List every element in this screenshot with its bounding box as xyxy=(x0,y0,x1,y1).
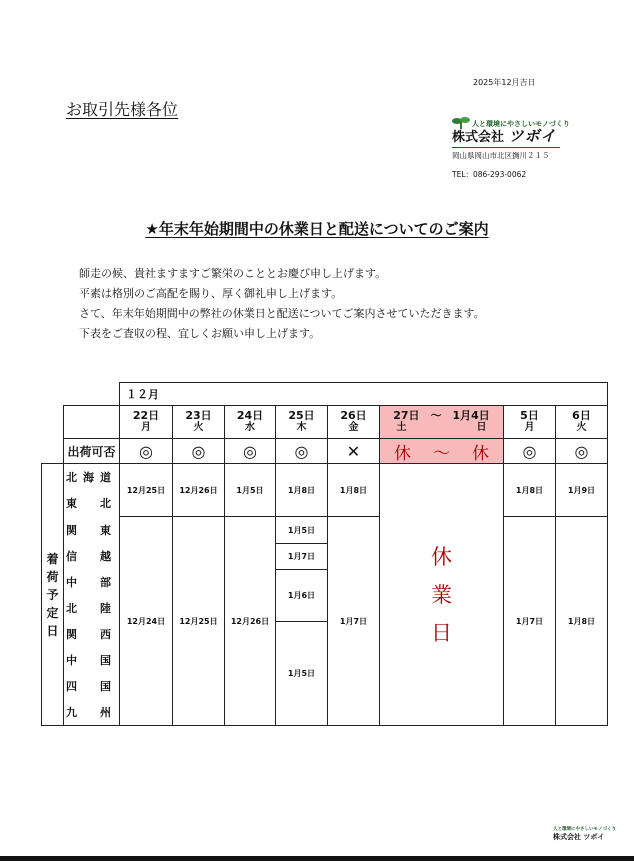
region-label: 関 東 xyxy=(63,516,120,543)
arrival-date: 12月26日 xyxy=(224,516,276,726)
company-name: 株式会社 ツボイ xyxy=(452,127,557,145)
day-header: 5日 月 xyxy=(503,405,556,439)
arrival-date: 1月8日 xyxy=(327,463,380,517)
company-slogan: 人と環境にやさしいモノづくり xyxy=(472,120,570,128)
day-header: 22日 月 xyxy=(119,405,173,439)
shipping-label: 出荷可否 xyxy=(63,438,120,464)
arrival-date: 12月26日 xyxy=(172,463,225,517)
arrival-date: 1月8日 xyxy=(555,516,608,726)
shipping-mark: ◎ xyxy=(555,438,608,464)
notice-line: 下表をご査収の程、宜しくお願い申し上げます。 xyxy=(79,327,321,340)
arrival-date: 1月8日 xyxy=(275,463,328,517)
footer-brand: 株式会社 ツボイ xyxy=(553,833,605,841)
company-address: 岡山県岡山市北区撫川２１５ xyxy=(452,151,550,160)
region-label: 中 部 xyxy=(63,569,120,595)
notice-title: ★年末年始期間中の休業日と配送についてのご案内 xyxy=(145,220,489,238)
arrival-date: 1月5日 xyxy=(224,463,276,517)
footer-slogan: 人と環境にやさしいモノづくり xyxy=(553,827,616,832)
footer-line xyxy=(0,856,634,861)
header-blank xyxy=(63,405,120,439)
day-header: 25日 木 xyxy=(275,405,328,439)
day-header: 23日 火 xyxy=(172,405,225,439)
arrival-date: 1月7日 xyxy=(327,516,380,726)
company-rule xyxy=(452,147,560,148)
day-header: 24日 水 xyxy=(224,405,276,439)
recipient: お取引先様各位 xyxy=(66,100,179,119)
shipping-mark: ◎ xyxy=(224,438,276,464)
notice-line: 平素は格別のご高配を賜り、厚く御礼申し上げます。 xyxy=(79,287,343,300)
arrival-date: 1月7日 xyxy=(275,543,328,570)
shipping-mark: ◎ xyxy=(275,438,328,464)
arrival-date: 1月7日 xyxy=(503,516,556,726)
arrival-label: 着 荷 予 定 日 xyxy=(41,463,64,726)
notice-line: さて、年末年始期間中の弊社の休業日と配送についてご案内させていただきます。 xyxy=(79,307,485,320)
month-header: １２月 xyxy=(119,382,608,406)
arrival-date: 1月6日 xyxy=(275,569,328,622)
footer-logo xyxy=(553,826,623,842)
region-label: 北 陸 xyxy=(63,595,120,621)
region-label: 信 越 xyxy=(63,543,120,569)
region-label: 北海道 xyxy=(63,463,120,490)
holiday-block: 休 業 日 xyxy=(379,463,504,726)
notice-body xyxy=(79,264,485,344)
arrival-date: 12月24日 xyxy=(119,516,173,726)
notice-line: 師走の候、貴社ますますご繁栄のこととお慶び申し上げます。 xyxy=(79,267,387,280)
arrival-date: 1月8日 xyxy=(503,463,556,517)
region-label: 東 北 xyxy=(63,490,120,517)
shipping-mark: ◎ xyxy=(119,438,173,464)
holiday-period-header: 27日 ～ 1月4日 土 日 xyxy=(379,405,504,439)
region-label: 九 州 xyxy=(63,699,120,726)
arrival-date: 1月9日 xyxy=(555,463,608,517)
day-header: 6日 火 xyxy=(555,405,608,439)
company-block xyxy=(452,113,592,180)
region-label: 四 国 xyxy=(63,673,120,699)
shipping-mark: ◎ xyxy=(503,438,556,464)
arrival-date: 1月5日 xyxy=(275,516,328,544)
arrival-date: 12月25日 xyxy=(119,463,173,517)
arrival-date: 12月25日 xyxy=(172,516,225,726)
shipping-holiday: 休 ～ 休 xyxy=(379,438,504,464)
shipping-mark: ✕ xyxy=(327,438,380,464)
sprout-logo-icon xyxy=(452,115,470,129)
issue-date: 2025年12月吉日 xyxy=(473,78,536,87)
region-label: 関 西 xyxy=(63,621,120,647)
shipping-mark: ◎ xyxy=(172,438,225,464)
day-header: 26日 金 xyxy=(327,405,380,439)
company-tel: TEL：086-293-0062 xyxy=(452,170,527,179)
arrival-date: 1月5日 xyxy=(275,621,328,726)
region-label: 中 国 xyxy=(63,647,120,673)
